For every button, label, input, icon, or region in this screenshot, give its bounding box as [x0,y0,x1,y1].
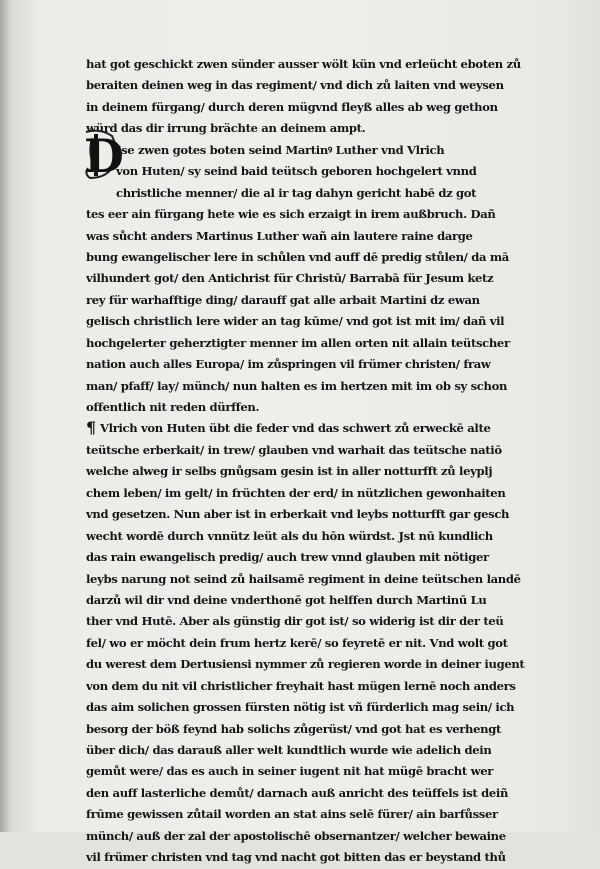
text-line: von Huten/ sy seind baid teütsch geboren hochgelert vnnd [116,164,477,179]
text-line: du werest dem Dertusiensi nymmer zů regieren worde in deiner iugent [86,657,525,672]
text-line: münch/ auß der zal der apostolischē obsernantzer/ welcher bewaine [86,828,506,843]
text-line [86,418,564,439]
paragraph-mark: ¶ [86,418,96,438]
text-line: vil frümer christen vnd tag vnd nacht got bitten das er beystand thů [86,850,506,865]
text-line: fel/ wo er möcht dein frum hertz kerē/ so feyretē er nit. Vnd wolt got [86,635,508,650]
text-line: vnd gesetzen. Nun aber ist in erberkait vnd leybs notturfft gar gesch [86,507,510,522]
drop-cap-initial: D [84,129,124,183]
text-line: hochgelerter geherztigter menner im allen orten nit allain teütscher [86,335,510,350]
text-line: beraiten deinen weg in das regiment/ vnd dich zů laiten vnd weysen [86,78,504,93]
text-line: frūme gewissen zůtail worden an stat ains selē fürer/ ain barfůsser [86,807,498,822]
text-line: das aim solichen grossen fürsten nötig ist vñ fürderlich mag sein/ ich [86,700,515,715]
text-line: besorg der böß feynd hab solichs zůgerüst/ vnd got hat es verhengt [86,721,502,736]
text-line: teütsche erberkait/ in trew/ glauben vnd warhait das teütsche natiō [86,442,502,457]
text-line: man/ pfaff/ lay/ münch/ nun halten es im hertzen mit im ob sy schon [86,378,508,393]
text-line: tes eer ain fürgang hete wie es sich erzaigt in irem außbruch. Dañ [86,207,496,222]
page-gutter-shadow [0,0,10,832]
text-line: über dich/ das darauß aller welt kundtlich wurde wie adelich dein [86,743,492,757]
text-line: hat got geschickt zwen sünder ausser wölt kün vnd erleücht eboten zů [86,57,521,71]
text-line: leybs narung not seind zů hailsamē regiment in deine teütschen landē [86,571,521,586]
page-text-block [86,54,564,869]
text-line: Ise zwen gotes boten seind Martinꝰ Luther vnd Vlrich [116,142,445,157]
text-line: gemůt were/ das es auch in seiner iugent nit hat mügē bracht wer [86,764,493,779]
text-line: was sůcht anders Martinus Luther wañ ain lautere raine darge [86,228,473,243]
text-line-content: Vlrich von Huten übt die feder vnd das schwert zů erweckē alte [100,421,491,436]
text-line: würd das dir irrung brächte an deinem ampt. [86,121,366,136]
text-line: welche alweg ir selbs gnůgsam gesin ist in aller notturfft zů leyplj [86,464,493,479]
text-line: bung ewangelischer lere in schůlen vnd auff dē predig stůlen/ da mā [86,249,509,264]
text-line: christliche menner/ die al ir tag dahyn gericht habē dz got [116,185,477,200]
text-line: chem leben/ im gelt/ in früchten der erd/ in nützlichen gewonhaiten [86,485,506,500]
text-line: darzů wil dir vnd deine vnderthonē got helffen durch Martinū Lu [86,592,487,607]
text-line: gelisch christlich lere wider an tag kūme/ vnd got ist mit im/ dañ vil [86,314,505,329]
text-line: ther vnd Hutē. Aber als günstig dir got ist/ so widerig ist dir der teü [86,614,504,629]
text-line: vilhundert got/ den Antichrist für Christū/ Barrabā für Jesum ketz [86,271,494,286]
text-line: in deinem fürgang/ durch deren mügvnd fleyß alles ab weg gethon [86,99,498,114]
text-line: von dem du nit vil christlicher freyhait hast mügen lernē noch anders [86,678,516,693]
text-line: offentlich nit reden dürffen. [86,400,260,414]
text-line: das rain ewangelisch predig/ auch trew vnnd glauben mit nötiger [86,550,489,565]
text-line: den auff lasterliche demůt/ darnach auß anricht des teüffels ist deiñ [86,785,509,800]
text-line: rey für warhafftige ding/ darauff gat alle arbait Martini dz ewan [86,292,480,307]
text-line: nation auch alles Europa/ im zůspringen vil frümer christen/ fraw [86,357,491,372]
text-line: wecht wordē durch vnnütz leüt als du hōn würdst. Jst nū kundlich [86,528,493,543]
